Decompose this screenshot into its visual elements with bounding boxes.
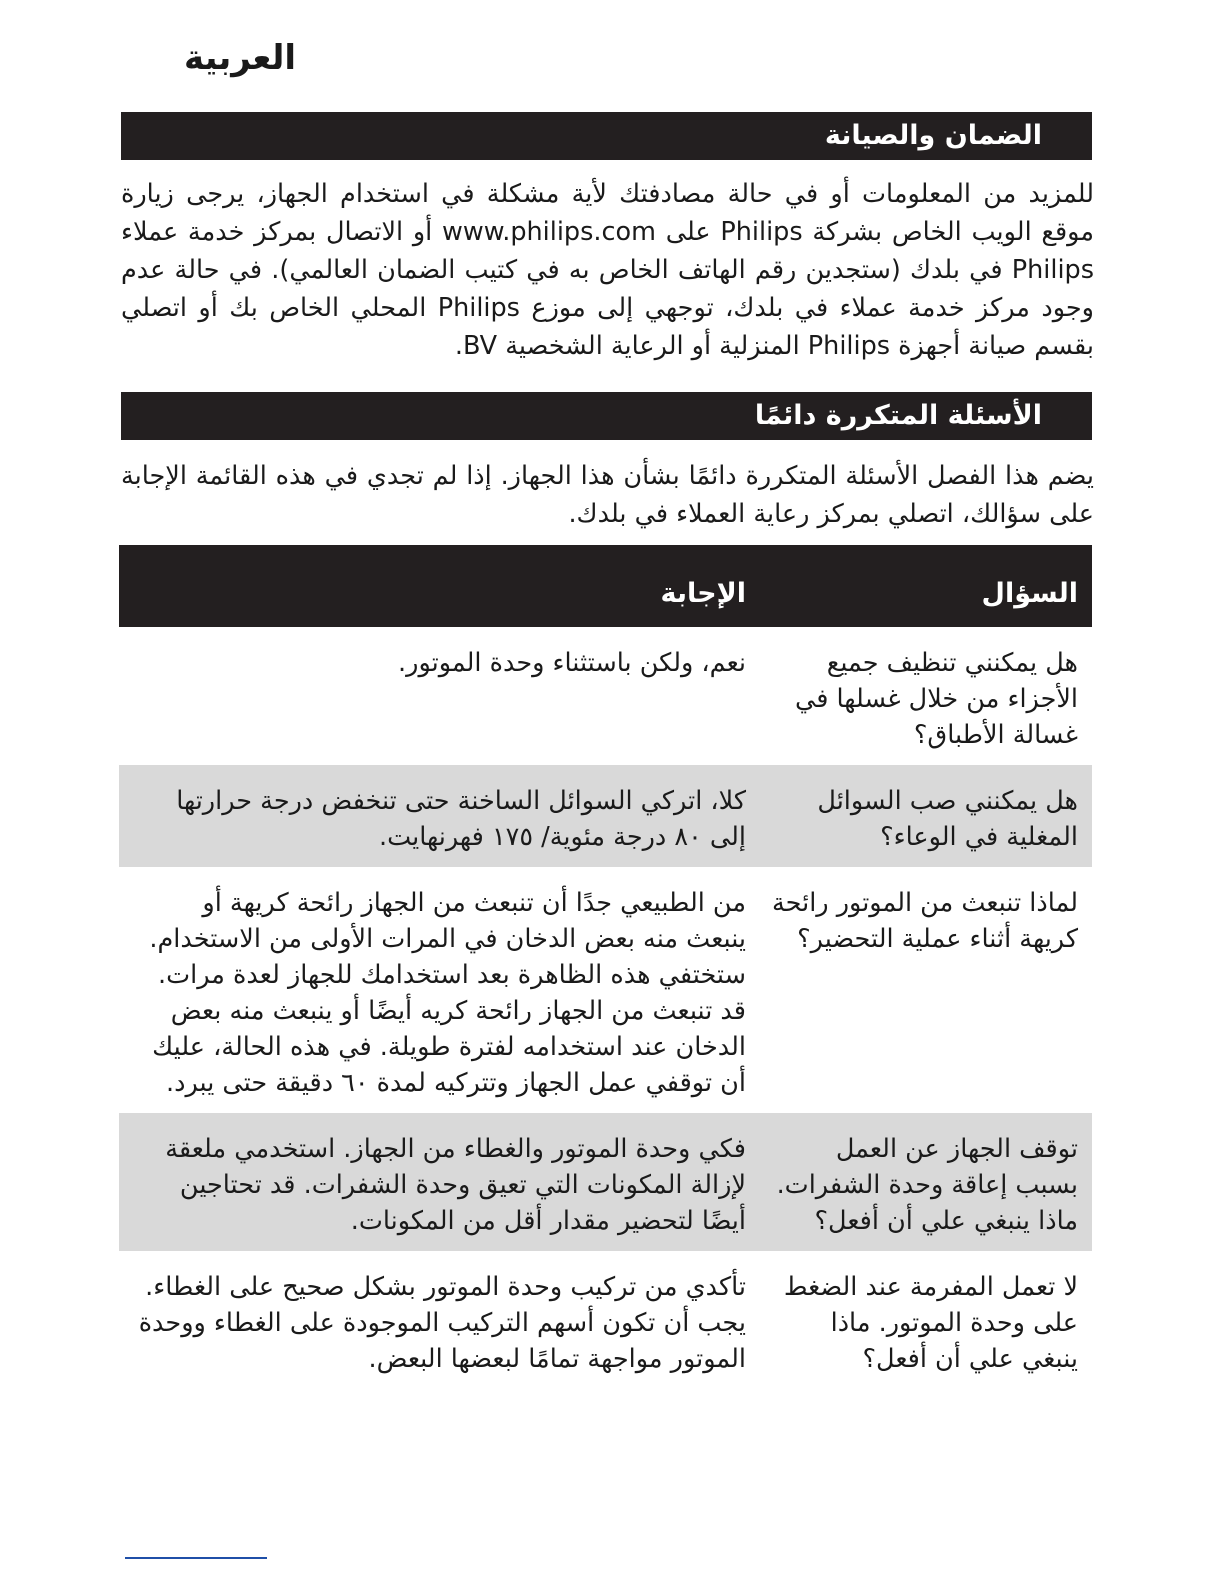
- table-row: [119, 627, 1092, 765]
- faq-answer: نعم، ولكن باستثناء وحدة الموتور.: [398, 648, 746, 678]
- faq-table: [119, 545, 1092, 1391]
- language-title: العربية: [184, 38, 297, 78]
- faq-question: لا تعمل المفرمة عند الضغط على وحدة الموتور. ماذا ينبغي علي أن أفعل؟: [783, 1272, 1078, 1374]
- faq-answer: كلا، اتركي السوائل الساخنة حتى تنخفض درجة حرارتها إلى ٨٠ درجة مئوية/ ١٧٥ فهرنهايت.: [119, 765, 760, 867]
- column-header-question: السؤال: [760, 545, 1092, 627]
- faq-answer: من الطبيعي جدًا أن تنبعث من الجهاز رائحة كريهة أو ينبعث منه بعض الدخان في المرات الأولى من الاستخدام. ستختفي هذه الظاهرة بعد استخدامك للجهاز لعدة مرات. قد تنبعث من الجهاز رائحة كريه أيضًا أو ينبعث منه بعض الدخان عند استخدامه لفترة طويلة. في هذه الحالة، عليك أن توقفي عمل الجهاز وتتركيه لمدة ٦٠ دقيقة حتى يبرد.: [149, 888, 746, 1098]
- faq-intro: يضم هذا الفصل الأسئلة المتكررة دائمًا بشأن هذا الجهاز. إذا لم تجدي في هذه القائمة الإجابة على سؤالك، اتصلي بمركز رعاية العملاء في بلدك.: [121, 461, 1094, 529]
- faq-question: هل يمكنني صب السوائل المغلية في الوعاء؟: [760, 765, 1092, 867]
- warranty-body: للمزيد من المعلومات أو في حالة مصادفتك لأية مشكلة في استخدام الجهاز، يرجى زيارة موقع الويب الخاص بشركة Philips على www.philips.com أو الاتصال بمركز خدمة عملاء Philips في بلدك (ستجدين رقم الهاتف الخاص به في كتيب الضمان العالمي). في حالة عدم وجود مركز خدمة عملاء في بلدك، توجهي إلى موزع Philips المحلي الخاص بك أو اتصلي بقسم صيانة أجهزة Philips المنزلية أو الرعاية الشخصية BV.: [121, 179, 1094, 361]
- footer-rule: [125, 1557, 267, 1559]
- faq-heading: الأسئلة المتكررة دائمًا: [121, 392, 1092, 440]
- warranty-heading: الضمان والصيانة: [121, 112, 1092, 160]
- table-row: [119, 867, 1092, 1113]
- table-row: [119, 1251, 1092, 1391]
- faq-question: لماذا تنبعث من الموتور رائحة كريهة أثناء عملية التحضير؟: [771, 888, 1078, 954]
- column-header-answer: الإجابة: [119, 545, 760, 627]
- faq-answer: تأكدي من تركيب وحدة الموتور بشكل صحيح على الغطاء. يجب أن تكون أسهم التركيب الموجودة على الغطاء ووحدة الموتور مواجهة تمامًا لبعضها البعض.: [138, 1272, 746, 1374]
- faq-answer: فكي وحدة الموتور والغطاء من الجهاز. استخدمي ملعقة لإزالة المكونات التي تعيق وحدة الشفرات. قد تحتاجين أيضًا لتحضير مقدار أقل من المكونات.: [119, 1113, 760, 1251]
- table-row: [119, 765, 1092, 867]
- faq-question: هل يمكنني تنظيف جميع الأجزاء من خلال غسلها في غسالة الأطباق؟: [794, 648, 1078, 750]
- table-row: [119, 1113, 1092, 1251]
- faq-table-header: [119, 545, 1092, 627]
- faq-question: توقف الجهاز عن العمل بسبب إعاقة وحدة الشفرات. ماذا ينبغي علي أن أفعل؟: [760, 1113, 1092, 1251]
